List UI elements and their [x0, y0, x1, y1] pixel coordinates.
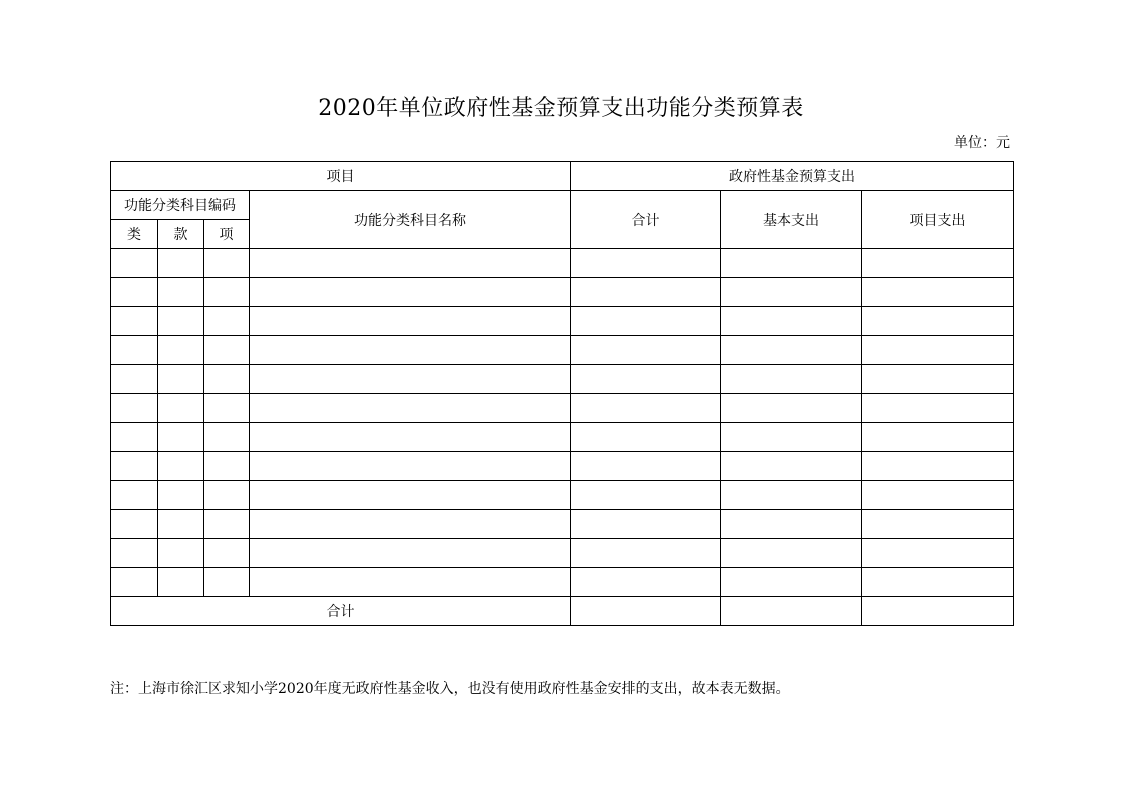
table-cell [721, 365, 862, 394]
table-cell [158, 249, 204, 278]
footnote: 注：上海市徐汇区求知小学2020年度无政府性基金收入，也没有使用政府性基金安排的支出，故本表无数据。 [110, 681, 790, 697]
table-cell [111, 452, 158, 481]
table-cell [158, 336, 204, 365]
table-cell [571, 539, 721, 568]
table-cell [204, 365, 250, 394]
table-cell [158, 568, 204, 597]
table-row [111, 539, 1014, 568]
table-cell [204, 307, 250, 336]
table-cell [250, 423, 571, 452]
table-cell [250, 249, 571, 278]
table-cell [721, 539, 862, 568]
table-cell [250, 539, 571, 568]
table-cell [862, 510, 1014, 539]
table-cell [204, 539, 250, 568]
table-row [111, 336, 1014, 365]
header-expenditure: 政府性基金预算支出 [571, 162, 1014, 191]
table-cell [721, 278, 862, 307]
table-row [111, 365, 1014, 394]
footer-total-label: 合计 [111, 597, 571, 626]
table-cell [571, 249, 721, 278]
header-row-1 [111, 162, 1014, 191]
table-cell [204, 423, 250, 452]
table-row [111, 307, 1014, 336]
table-cell [204, 568, 250, 597]
table-cell [571, 394, 721, 423]
table-cell [204, 481, 250, 510]
table-cell [250, 452, 571, 481]
table-cell [862, 568, 1014, 597]
table-cell [158, 510, 204, 539]
table-cell [721, 423, 862, 452]
header-project-exp: 项目支出 [862, 191, 1014, 249]
table-cell [862, 423, 1014, 452]
table-cell [158, 307, 204, 336]
table-cell [862, 336, 1014, 365]
table-row [111, 278, 1014, 307]
table-cell [158, 481, 204, 510]
footer-project-cell [862, 597, 1014, 626]
table-cell [250, 278, 571, 307]
table-cell [111, 249, 158, 278]
table-cell [721, 307, 862, 336]
table-cell [204, 336, 250, 365]
table-cell [862, 539, 1014, 568]
header-lei: 类 [111, 220, 158, 249]
table-cell [111, 394, 158, 423]
header-total: 合计 [571, 191, 721, 249]
table-cell [862, 249, 1014, 278]
table-row [111, 452, 1014, 481]
table-cell [571, 452, 721, 481]
unit-label: 单位：元 [954, 135, 1010, 151]
header-kuan: 款 [158, 220, 204, 249]
table-cell [862, 307, 1014, 336]
table-cell [204, 394, 250, 423]
table-cell [250, 394, 571, 423]
table-cell [571, 365, 721, 394]
table-cell [721, 452, 862, 481]
header-basic: 基本支出 [721, 191, 862, 249]
table-row [111, 423, 1014, 452]
page-title: 2020年单位政府性基金预算支出功能分类预算表 [318, 96, 804, 121]
table-row [111, 481, 1014, 510]
budget-table [110, 161, 1014, 626]
table-cell [862, 278, 1014, 307]
table-cell [862, 452, 1014, 481]
table-cell [250, 568, 571, 597]
table-cell [158, 539, 204, 568]
table-cell [111, 539, 158, 568]
table-cell [250, 336, 571, 365]
header-row-2 [111, 191, 1014, 220]
table-cell [721, 481, 862, 510]
table-cell [204, 510, 250, 539]
table-cell [111, 336, 158, 365]
table-cell [250, 481, 571, 510]
table-cell [111, 423, 158, 452]
table-row [111, 510, 1014, 539]
table-cell [571, 423, 721, 452]
table-cell [571, 307, 721, 336]
table-cell [250, 365, 571, 394]
table-row [111, 249, 1014, 278]
header-project: 项目 [111, 162, 571, 191]
table-cell [158, 394, 204, 423]
table-cell [111, 307, 158, 336]
table-cell [111, 568, 158, 597]
header-name: 功能分类科目名称 [250, 191, 571, 249]
table-cell [862, 394, 1014, 423]
table-cell [571, 481, 721, 510]
table-cell [158, 278, 204, 307]
footer-row [111, 597, 1014, 626]
table-cell [721, 510, 862, 539]
table-cell [204, 249, 250, 278]
table-cell [571, 278, 721, 307]
table-cell [111, 481, 158, 510]
table-cell [862, 481, 1014, 510]
header-xiang: 项 [204, 220, 250, 249]
table-cell [158, 423, 204, 452]
table-cell [158, 452, 204, 481]
table-cell [250, 307, 571, 336]
table-cell [111, 365, 158, 394]
table-cell [862, 365, 1014, 394]
footer-basic-cell [721, 597, 862, 626]
table-cell [721, 336, 862, 365]
table-cell [571, 568, 721, 597]
header-code: 功能分类科目编码 [111, 191, 250, 220]
table-cell [111, 510, 158, 539]
table-cell [111, 278, 158, 307]
table-cell [721, 568, 862, 597]
table-cell [204, 278, 250, 307]
table-cell [204, 452, 250, 481]
table-cell [721, 394, 862, 423]
table-cell [158, 365, 204, 394]
table-cell [571, 336, 721, 365]
table-cell [571, 510, 721, 539]
table-row [111, 568, 1014, 597]
table-cell [721, 249, 862, 278]
footer-total-cell [571, 597, 721, 626]
table-cell [250, 510, 571, 539]
table-row [111, 394, 1014, 423]
